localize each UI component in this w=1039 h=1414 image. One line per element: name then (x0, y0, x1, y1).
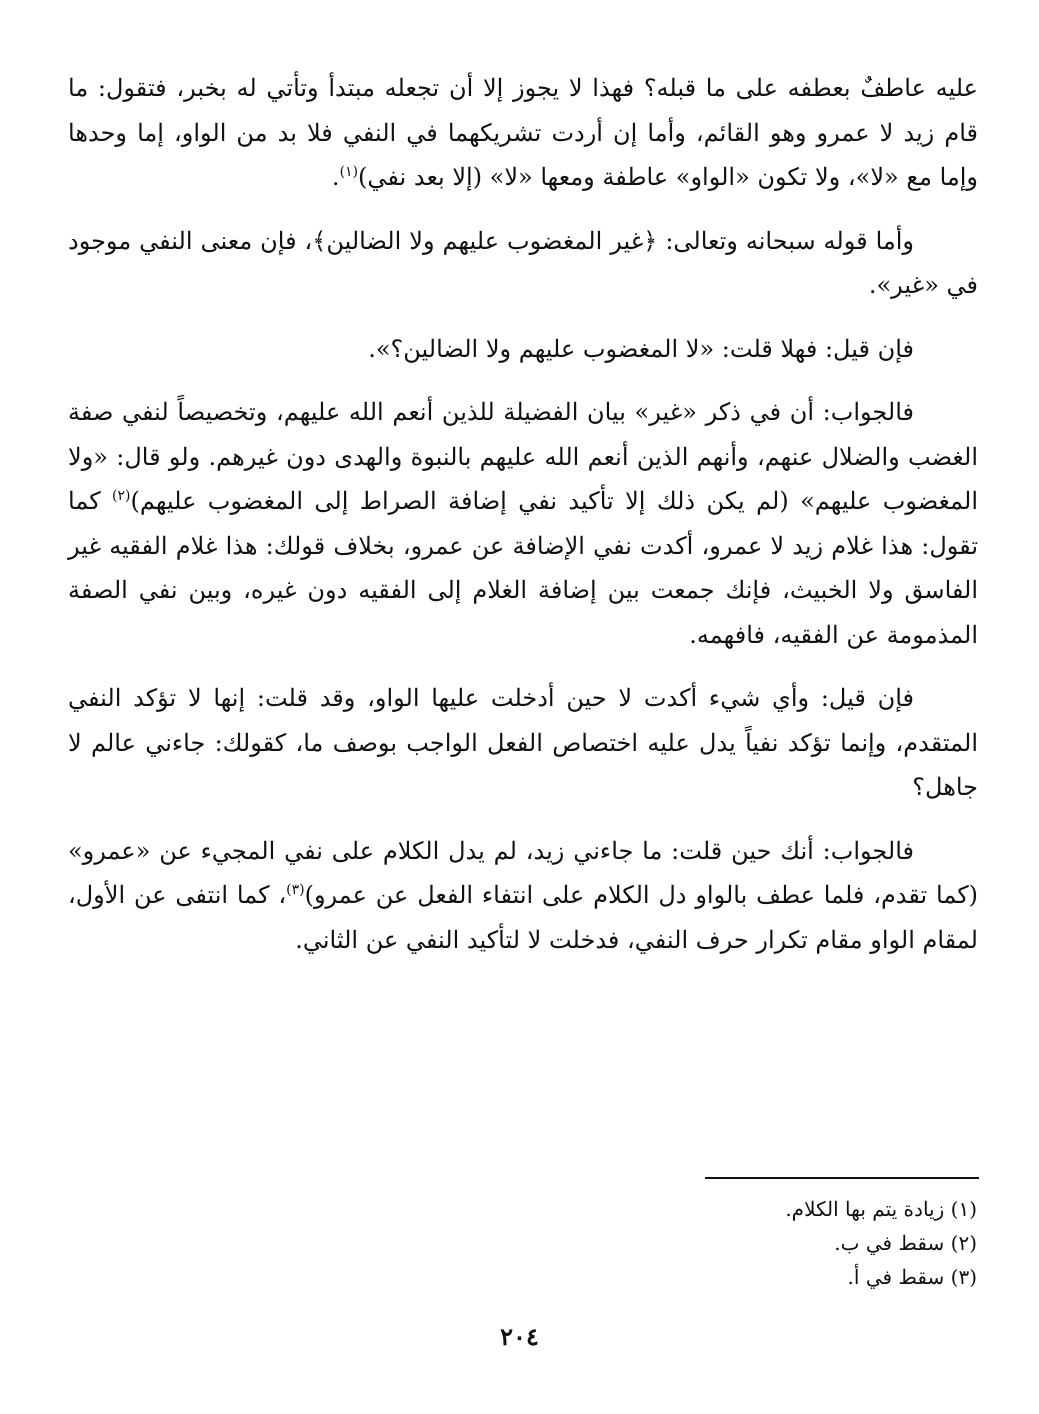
footnotes (377, 1192, 977, 1294)
footnote-ref-1: (١) (339, 164, 359, 180)
paragraph-text: فالجواب: أنك حين قلت: ما جاءني زيد، لم يدل الكلام على نفي المجيء عن «عمرو» (كما تقدم، فلما عطف بالواو دل الكلام على انتفاء الفعل عن عمرو) (68, 836, 979, 909)
footnote-divider (705, 1177, 979, 1179)
footnote-1: (١) زيادة يتم بها الكلام. (785, 1197, 977, 1221)
paragraph-2 (68, 219, 978, 308)
paragraph-text: وأما قوله سبحانه وتعالى: ﴿غير المغضوب عليهم ولا الضالين﴾، فإن معنى النفي موجود في «غير». (68, 226, 978, 299)
page-number: ٢٠٤ (500, 1322, 539, 1351)
footnote-ref-3: (٣) (286, 882, 305, 898)
paragraph-6 (68, 829, 978, 963)
paragraph-tail: ، كما انتفى عن الأول، لمقام الواو مقام تكرار حرف النفي، فدخلت لا لتأكيد النفي عن الثاني. (68, 881, 978, 954)
footnote-3: (٣) سقط في أ. (847, 1265, 977, 1289)
paragraph-text: فإن قيل: وأي شيء أكدت لا حين أدخلت عليها الواو، وقد قلت: إنها لا تؤكد النفي المتقدم، وإنما تؤكد نفياً يدل عليه اختصاص الفعل الواجب بوصف ما، كقولك: جاءني عالم لا جاهل؟ (68, 684, 978, 801)
paragraph-3 (68, 327, 978, 372)
paragraph-text: فإن قيل: فهلا قلت: «لا المغضوب عليهم ولا الضالين؟». (368, 334, 914, 363)
paragraph-5 (68, 676, 978, 810)
paragraph-text: فالجواب: أن في ذكر «غير» بيان الفضيلة للذين أنعم الله عليهم، وتخصيصاً لنفي صفة الغضب والضلال عنهم، وأنهم الذين أنعم الله عليهم بالنبوة والهدى دون غيرهم. ولو قال: «ولا المغضوب عليهم» (لم يكن ذلك إلا تأكيد نفي إضافة الصراط إلى المغضوب عليهم) (68, 398, 978, 515)
paragraph-1 (68, 66, 978, 200)
footnote-ref-2: (٢) (112, 488, 131, 504)
paragraph-4 (68, 390, 978, 657)
paragraph-text: عليه عاطفٌ بعطفه على ما قبله؟ فهذا لا يجوز إلا أن تجعله مبتدأ وتأتي له بخبر، فتقول: ما قام زيد لا عمرو وهو القائم، وأما إن أردت تشريكهما في النفي فلا بد من الواو، إما وحدها وإما مع «لا»، ولا تكون «الواو» عاطفة ومعها «لا» (إلا بعد نفي) (68, 74, 978, 191)
paragraph-tail: . (331, 163, 340, 191)
main-text (68, 66, 978, 962)
paragraph-tail: كما تقول: هذا غلام زيد لا عمرو، أكدت نفي الإضافة عن عمرو، بخلاف قولك: هذا غلام الفقيه غير الفاسق ولا الخبيث، فإنك جمعت بين إضافة الغلام إلى الفقيه دون غيره، وبين نفي الصفة المذمومة عن الفقيه، فافهمه. (68, 487, 978, 649)
footnote-2: (٢) سقط في ب. (834, 1231, 977, 1255)
